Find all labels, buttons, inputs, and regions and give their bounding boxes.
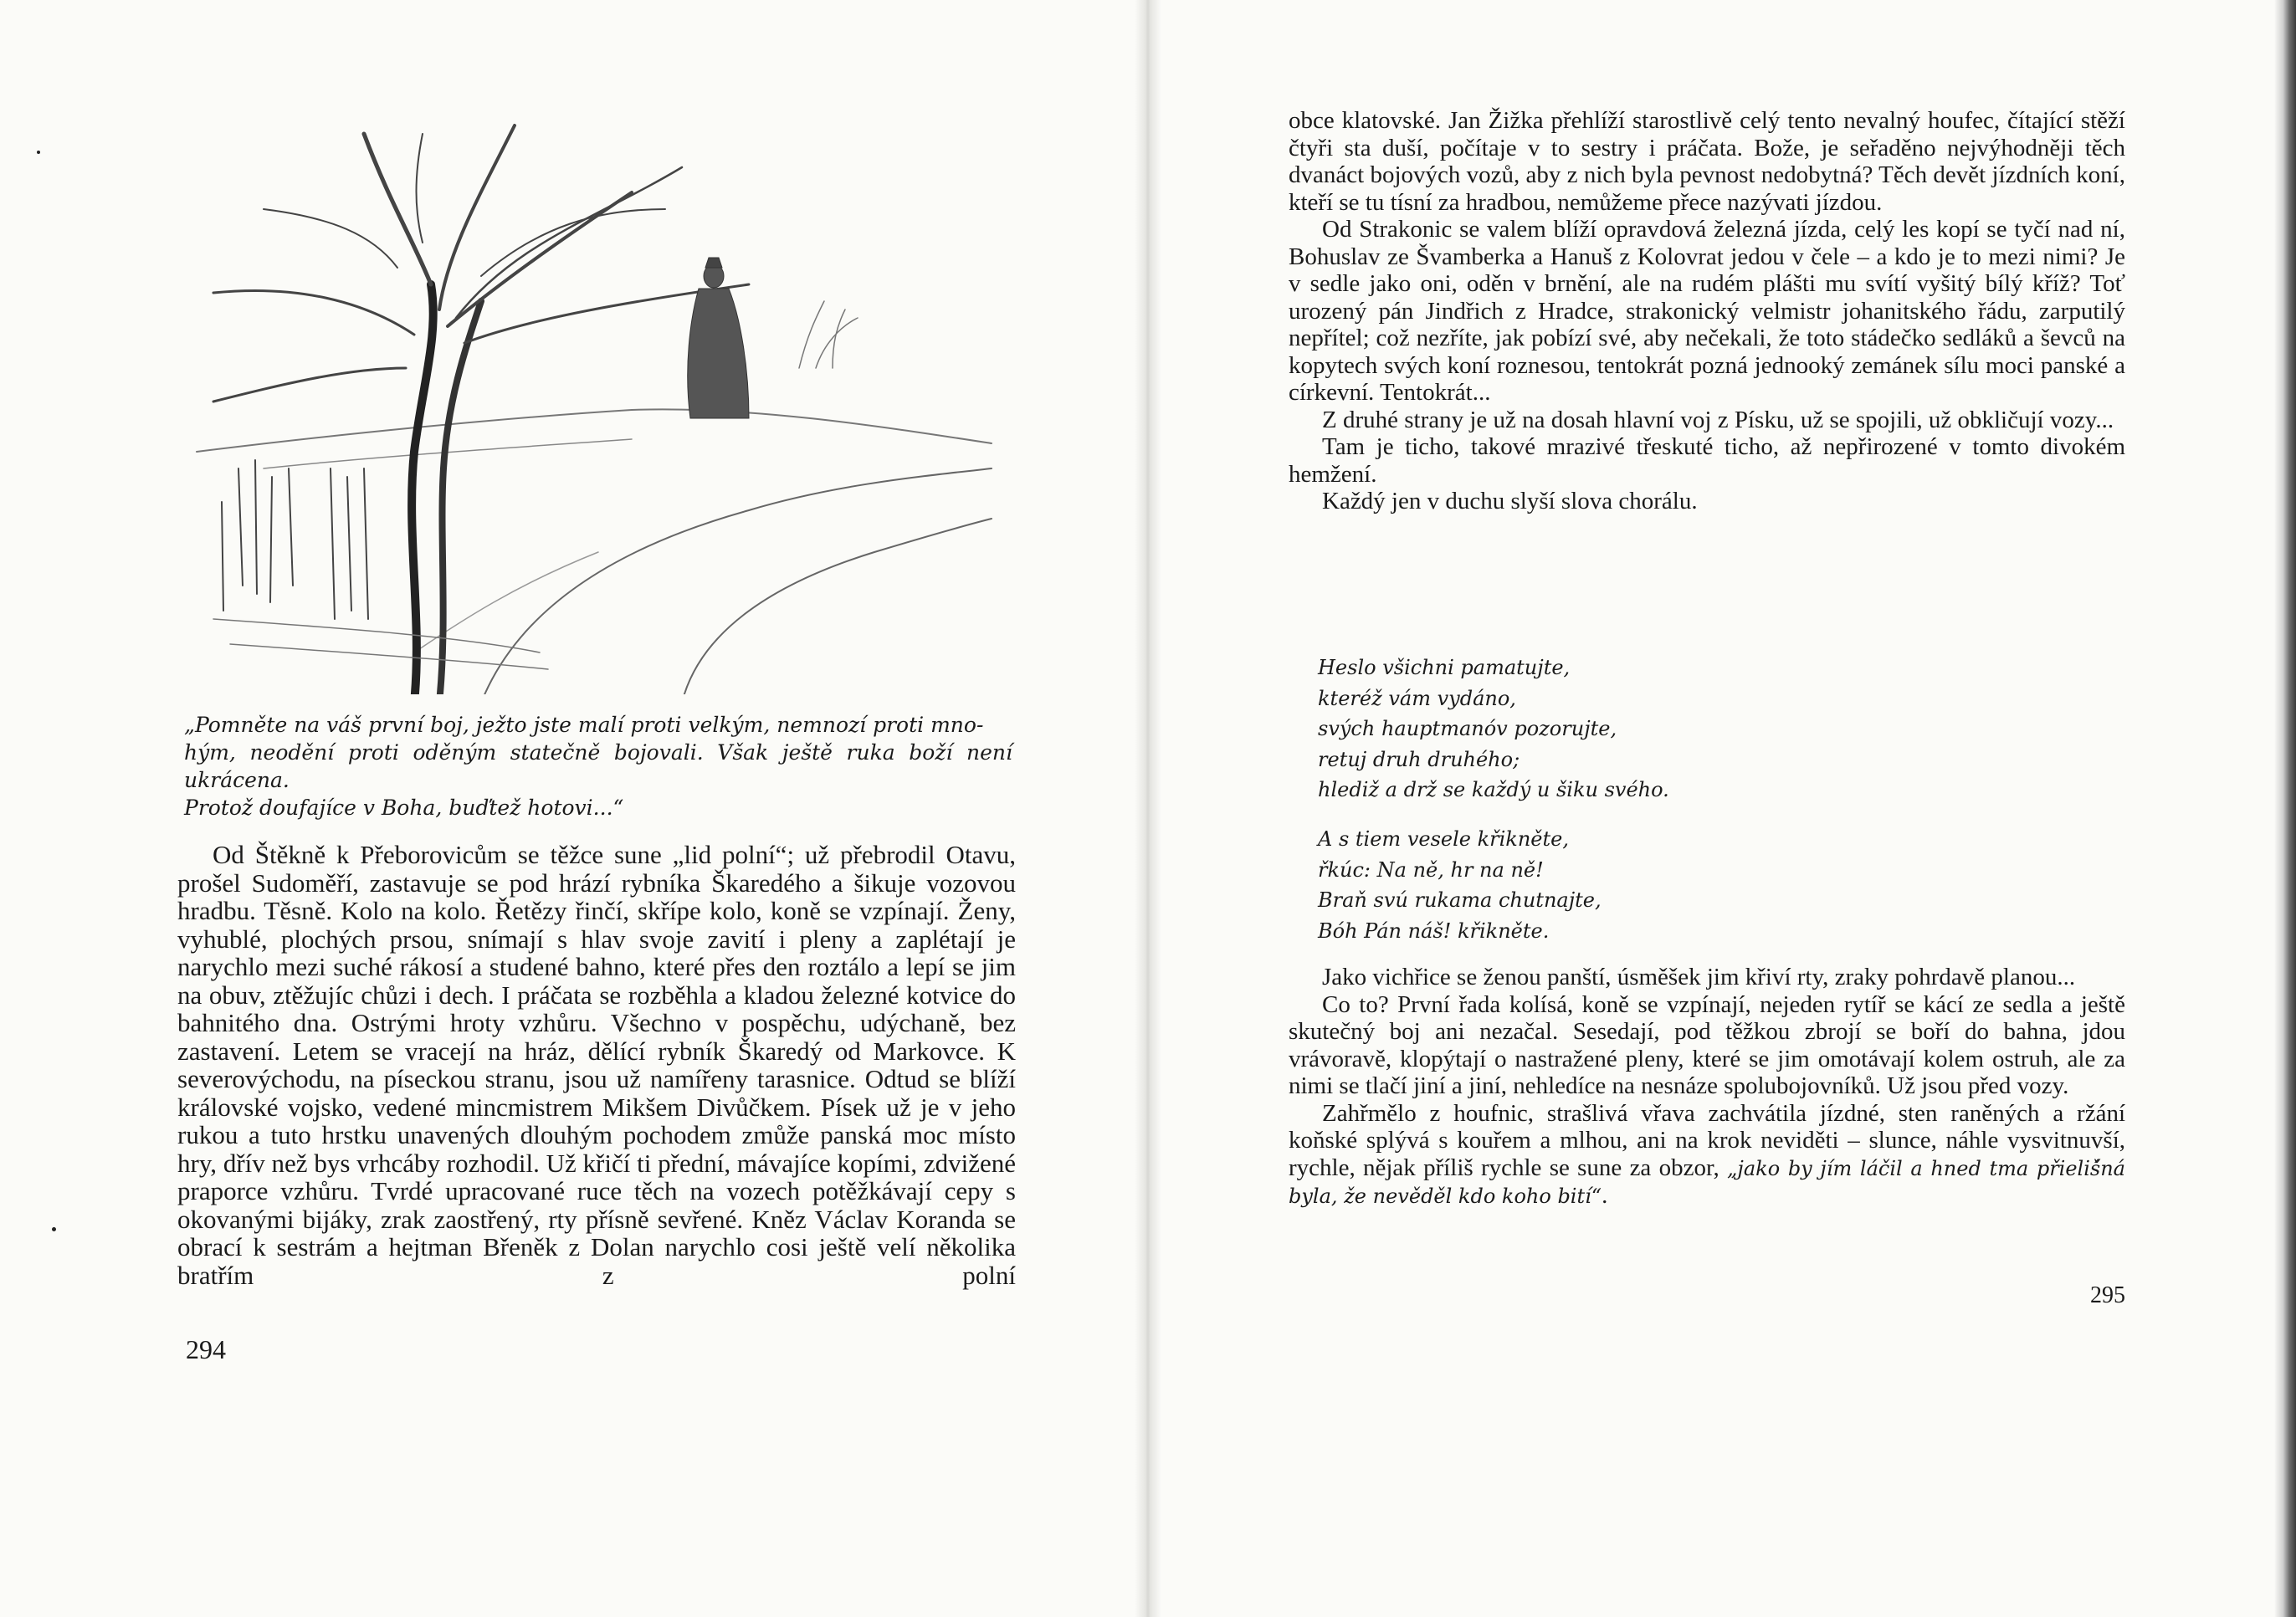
right-paragraph-1: obce klatovské. Jan Žižka přehlíží starostlivě celý tento nevalný houfec, čítající stěží čtyři sta duší, počítaje v to sestry i práčata. Bože, je seřaděno nejvýhodněji těch dvanáct bojových vozů, aby z nich byla pevnost nedobytná? Těch devět jízdních koní, kteří se tu tísní za hradbou, nemůžeme přece nazývati jízdou.: [1289, 107, 2125, 216]
page-number-left: 294: [186, 1334, 226, 1364]
pencil-sketch-illustration: [163, 117, 1008, 694]
poem-line: řkúc: Na ně, hr na ně!: [1318, 857, 1544, 882]
last-paragraph-end: .: [1602, 1182, 1608, 1209]
right-paragraph-3: Z druhé strany je už na dosah hlavní voj z Písku, už se spojili, už obkličují vozy...: [1322, 406, 2114, 433]
caption-line-3: Protož doufajíce v Boha, buďtež hotovi...“: [184, 796, 624, 820]
right-body-text-2: [1289, 964, 2125, 1210]
right-paragraph-7: Co to? První řada kolísá, koně se vzpínají, nejeden rytíř se kácí ze sedla a ještě skutečný boj ani nezačal. Sesedají, pod těžkou zbrojí se boří do bahna, jdou vrávoravě, klopýtají o nastražené pleny, které se jim omotávají kolem ostruh, ale za nimi se tlačí jiní a jiní, nehledíce na nesnáze spolubojovníků. Už jsou před vozy.: [1289, 990, 2125, 1099]
chorale-stanza-1: [1318, 652, 1904, 806]
left-body-text: [177, 841, 1016, 1289]
right-edge-shadow: [2274, 0, 2296, 1617]
right-body-text: [1289, 107, 2125, 515]
book-gutter: [1135, 0, 1161, 1617]
poem-line: svých hauptmanóv pozorujte,: [1318, 717, 1617, 740]
caption-line-1: „Pomněte na váš první boj, ježto jste malí proti velkým, nemnozí proti mno-: [184, 713, 984, 737]
chorale-stanza-2: [1318, 824, 1904, 946]
caption-line-2: hým, neodění proti oděným statečně bojovali. Však ještě ruka boží není ukrácena.: [184, 740, 1012, 792]
last-paragraph-quote: „jako by jím láčil a hned tma přieliš́ná byla, že nevěděl kdo koho bití“: [1289, 1156, 2125, 1208]
right-paragraph-6: Jako vichřice se ženou panští, úsměšek jim křiví rty, zraky pohrdavě planou...: [1322, 964, 2076, 990]
right-paragraph-2: Od Strakonic se valem blíží opravdová železná jízda, celý les kopí se tyčí nad ní, Bohuslav ze Švamberka a Hanuš z Kolovrat jedou v čele – a kdo je to mezi nimi? Je v sedle jako oni, oděn v brnění, ale na rudém plášti mu svítí vyšitý bílý kříž? Toť urozený pán Jindřich z Hradce, strakonický velmistr johanitského řádu, zarputilý nepřítel; což nezříte, jak pobízí své, aby nečekali, že toto stádečko sedláků a ševců na kopytech svých koní roznesou, tentokrát pozná jednooký zemánek sílu moci panské a církevní. Tentokrát...: [1289, 216, 2125, 406]
right-paragraph-4: Tam je ticho, takové mrazivé třeskuté ticho, až nepřirozené v tomto divokém hemžení.: [1289, 433, 2125, 488]
print-speck: [37, 151, 40, 154]
poem-line: Heslo všichni pamatujte,: [1318, 656, 1571, 679]
page-number-right: 295: [2090, 1282, 2125, 1308]
poem-line: hlediž a drž se každý u šiku svého.: [1318, 778, 1669, 801]
poem-line: A s tiem vesele křikněte,: [1318, 827, 1569, 851]
poem-line: kteréž vám vydáno,: [1318, 686, 1516, 710]
right-paragraph-8: [1289, 1100, 2125, 1210]
last-paragraph-text: Zahřmělo z houfnic, strašlivá vřava zachvátila jízdné, sten raněných a ržání koňské splývá s kouřem a mlhou, ani na krok neviděti – slunce, náhle vysvitnuvší, rychle, nějak příliš rychle se sune za obzor,: [1289, 1099, 2125, 1181]
poem-line: Braň svú rukama chutnajte,: [1318, 888, 1602, 912]
poem-line: retuj druh druhého;: [1318, 747, 1520, 771]
illustration-caption: [184, 711, 1012, 821]
left-paragraph: Od Štěkně k Přeborovicům se těžce sune „lid polní“; už přebrodil Otavu, prošel Sudoměří, zastavuje se pod hrází rybníka Škaredého a šikuje vozovou hradbu. Těsně. Kolo na kolo. Řetězy řinčí, skřípe kolo, koně se vzpínají. Ženy, vyhublé, plochých prsou, snímají s hlav svoje zavití i pleny a zaplétají je narychlo mezi suché rákosí a studené bahno, které přes den roztálo a lepí se jim na obuv, ztěžujíc chůzi i dech. I práčata se rozběhla a kladou železné kotvice do bahnitého dna. Ostrými hroty vzhůru. Všechno v pospěchu, udýchaně, bez zastavení. Letem se vracejí na hráz, dělící rybník Škaredý od Markovce. K severovýchodu, na píseckou stranu, jsou už namířeny tarasnice. Odtud se blíží královské vojsko, vedené mincmistrem Mikšem Divůčkem. Písek už je v jeho rukou a tuto hrstku unavených dlouhým pochodem zmůže panská moc místo hry, dřív než bys vrhcáby rozhodil. Už křičí ti přední, mávajíce kopími, zdvižené praporce vzhůru. Tvrdé upracované ruce těch na vozech potěžkávají cepy s okovanými bijáky, zrak zaostřený, rty přísně sevřené. Kněz Václav Koranda se obrací k sestrám a hejtman Břeněk z Dolan narychlo cosi ještě velí několika bratřím z polní: [177, 840, 1016, 1290]
right-paragraph-5: Každý jen v duchu slyší slova chorálu.: [1322, 488, 1698, 514]
poem-line: Bóh Pán náš! křikněte.: [1318, 919, 1550, 943]
print-speck: [52, 1227, 56, 1231]
